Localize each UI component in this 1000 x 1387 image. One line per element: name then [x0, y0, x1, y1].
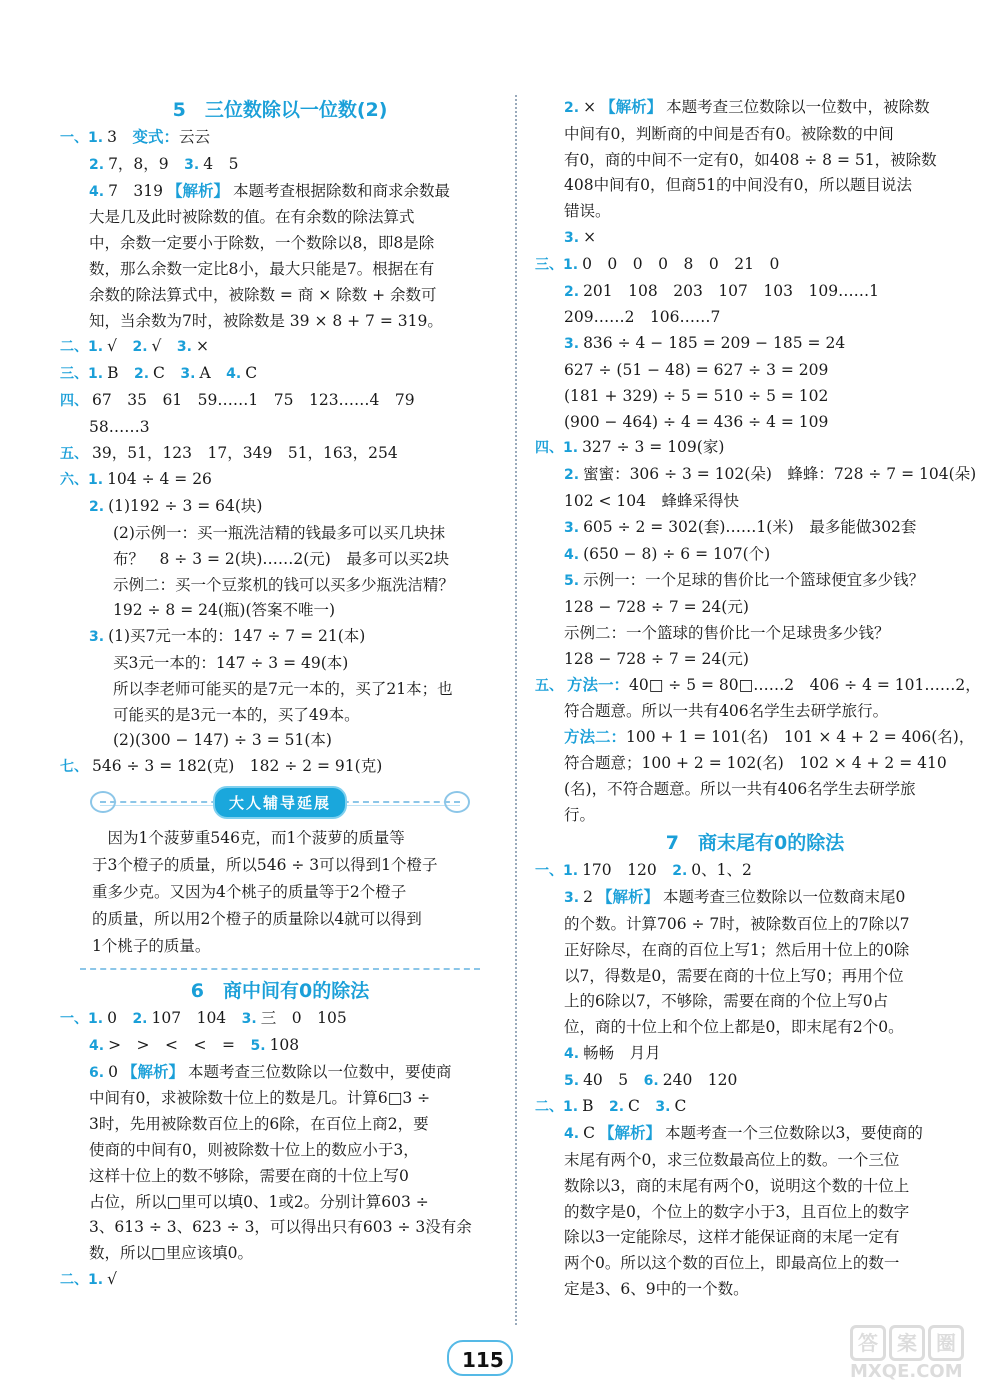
question-number: 2. [608, 1099, 625, 1116]
question-number: 6. [643, 1072, 659, 1089]
answer-text: × [583, 227, 597, 246]
answer-text: 末尾有两个0，求三位数最高位上的数。一个三位 [564, 1151, 900, 1170]
answer-text: 上的6除以7，不够除，需要在商的个位上写0占 [564, 992, 889, 1011]
question-number: 2. [89, 499, 105, 516]
answer-text: (900 − 464) ÷ 4 = 436 ÷ 4 = 109 [564, 412, 829, 431]
watermark-char: 圈 [928, 1325, 964, 1361]
question-number: 2. [132, 1010, 148, 1027]
answer-line [535, 252, 975, 279]
answer-text: 知，当余数为7时，被除数是 39 × 8 + 7 = 319。 [89, 311, 443, 330]
answer-text: 100 + 1 = 101(名) 101 × 4 + 2 = 406(名)， [626, 728, 975, 747]
answer-text: 除以3一定能除尽，这样才能保证商的末尾一定有 [564, 1228, 900, 1247]
answer-text: > > < < = [108, 1035, 251, 1054]
answer-text: 40□ ÷ 5 = 80□……2 406 ÷ 4 = 101……2， [629, 675, 981, 694]
answer-text: (1)192 ÷ 3 = 64(块) [108, 497, 263, 516]
answer-text: 示例一：一个足球的售价比一个篮球便宜多少钱？ [583, 571, 925, 590]
answer-text: 39，51，123 17，349 51，163，254 [92, 443, 398, 462]
answer-text: 畅畅 月月 [583, 1043, 661, 1062]
answer-line [60, 677, 500, 703]
question-number: 2. [132, 339, 148, 356]
answer-text: 位，商的十位上和个位上都是0，即末尾有2个0。 [564, 1018, 904, 1037]
banner-curl-icon [90, 791, 116, 813]
question-number: 5. [564, 1072, 580, 1089]
section-title: 5 三位数除以一位数(2) [172, 99, 388, 121]
answer-line [535, 305, 975, 331]
question-number: 3. [564, 519, 580, 536]
answer-text: 布？ 8 ÷ 3 = 2(块)……2(元) 最多可以买2块 [113, 549, 450, 568]
answer-line [535, 1041, 975, 1068]
answer-line [535, 699, 975, 725]
question-number: 5. [564, 573, 580, 590]
answer-line [60, 1086, 500, 1112]
answer-line [60, 728, 500, 754]
answer-line [60, 494, 500, 521]
answer-text: 本题考查三位数除以一位数中，要使商 [187, 1062, 452, 1081]
watermark-url: MXQE.COM [850, 1361, 963, 1382]
answer-text: 192 ÷ 8 = 24(瓶)(答案不唯一) [113, 601, 336, 620]
answer-line [60, 1138, 500, 1164]
answer-line [60, 179, 500, 206]
answer-text: (650 − 8) ÷ 6 = 107(个) [583, 544, 771, 563]
answer-text: 数，所以□里应该填0。 [89, 1244, 254, 1263]
question-number: 4. [564, 1045, 580, 1062]
answer-text: 中间有0，判断商的中间是否有0。被除数的中间 [564, 124, 894, 143]
answer-line [60, 651, 500, 677]
answer-text: 两个0。所以这个数的百位上，即最高位上的数一 [564, 1254, 900, 1273]
answer-line [60, 703, 500, 729]
paragraph-line: 重多少克。又因为4个桃子的质量等于2个橙子 [92, 882, 407, 901]
answer-text: 2 [583, 888, 593, 907]
answer-line [535, 1121, 975, 1148]
answer-text: 240 120 [662, 1070, 738, 1089]
question-number: 五、 [535, 677, 563, 694]
question-number: 4. [226, 366, 242, 383]
analysis-label: 【解析】 [600, 98, 663, 116]
answer-text: 符合题意。所以一共有406名学生去研学旅行。 [564, 702, 889, 721]
question-number: 三、1. [60, 366, 104, 383]
answer-text: 605 ÷ 2 = 302(套)……1(米) 最多能做302套 [583, 517, 917, 536]
answer-text: 107 104 [151, 1008, 242, 1027]
answer-line [535, 199, 975, 225]
answer-line [535, 595, 975, 621]
page-number: 115 [462, 1348, 504, 1372]
answer-text: 所以李老师可能买的是7元一本的，买了21本；也 [113, 679, 453, 698]
analysis-label: 【解析】 [596, 888, 659, 907]
left-column [60, 95, 500, 1294]
answer-line [60, 231, 500, 257]
answer-text: 546 ÷ 3 = 182(克) 182 ÷ 2 = 91(克) [92, 757, 383, 776]
answer-text: 买3元一本的：147 ÷ 3 = 49(本) [113, 653, 349, 672]
question-number: 3. [89, 629, 105, 646]
question-number: 二、1. [60, 1271, 104, 1288]
answer-text: 有0，商的中间不一定有0，如408 ÷ 8 = 51，被除数 [564, 150, 937, 169]
answer-line [60, 467, 500, 494]
answer-line [535, 1015, 975, 1041]
answer-text: 符合题意；100 + 2 = 102(名) 102 × 4 + 2 = 410 [564, 753, 947, 772]
answer-line [60, 521, 500, 547]
answer-text: (1)买7元一本的：147 ÷ 7 = 21(本) [108, 627, 366, 646]
answer-line [535, 858, 975, 885]
answer-line [535, 542, 975, 569]
answer-text: 7，8，9 [108, 154, 185, 173]
analysis-label: 【解析】 [121, 1062, 184, 1081]
answer-line [60, 573, 500, 599]
answer-text: 108 [269, 1035, 300, 1054]
answer-line [535, 435, 975, 462]
answer-text: C [628, 1097, 656, 1116]
answer-text: 本题考查三位数除以一位数商末尾0 [662, 888, 906, 907]
answer-text: 以7，得数是0，需要在商的十位上写0；再用个位 [564, 966, 904, 985]
answer-line [535, 1068, 975, 1095]
answer-text: 3 [107, 128, 133, 146]
question-number: 一、1. [60, 130, 104, 146]
question-number: 4. [89, 183, 105, 200]
column-divider [515, 95, 517, 1325]
variant-label: 变式： [132, 128, 179, 146]
watermark-char: 案 [889, 1325, 925, 1361]
answer-line [60, 598, 500, 624]
answer-line [535, 358, 975, 384]
section-divider [80, 968, 480, 970]
answer-text: 7 319 [108, 181, 164, 200]
question-number: 2. [564, 467, 580, 484]
answer-text: 行。 [564, 805, 596, 824]
answer-line [535, 122, 975, 148]
answer-line [60, 415, 500, 441]
answer-line [60, 361, 500, 388]
answer-text: (名)，不符合题意。所以一共有406名学生去研学旅 [564, 779, 916, 798]
answer-line [60, 257, 500, 283]
extension-banner [60, 785, 500, 819]
answer-text: 三 0 105 [260, 1008, 347, 1027]
paragraph-line: 于3个橙子的质量，所以546 ÷ 3可以得到1个橙子 [92, 855, 438, 874]
answer-line [60, 334, 500, 361]
paragraph-line: 因为1个菠萝重546克，而1个菠萝的质量等 [92, 828, 405, 847]
answer-text: 本题考查一个三位数除以3，要使商的 [664, 1124, 923, 1143]
answer-text: 408中间有0，但商51的中间没有0，所以题目说法 [564, 176, 913, 195]
answer-line [535, 725, 975, 751]
answer-text: 云云 [178, 128, 210, 146]
answer-line [535, 384, 975, 410]
answer-line [535, 964, 975, 990]
extension-paragraph [60, 825, 500, 960]
answer-line [535, 331, 975, 358]
answer-line [60, 1190, 500, 1216]
method-label: 方法一： [567, 675, 630, 694]
answer-text: 128 − 728 ÷ 7 = 24(元) [564, 649, 749, 668]
answer-text: 104 ÷ 4 = 26 [107, 470, 212, 489]
answer-text: (2)(300 − 147) ÷ 3 = 51(本) [113, 731, 332, 750]
answer-line [535, 1251, 975, 1277]
question-number: 七、 [60, 759, 88, 776]
answer-text: 的数字是0，个位上的数字小于3，且百位上的数字 [564, 1202, 910, 1221]
question-number: 五、 [60, 445, 88, 462]
answer-text: 201 108 203 107 103 109……1 [583, 281, 879, 300]
banner-curl-icon [444, 791, 470, 813]
question-number: 6. [89, 1064, 105, 1081]
answer-line [535, 1094, 975, 1121]
section-title: 7 商末尾有0的除法 [665, 832, 845, 855]
question-number: 3. [564, 336, 580, 353]
answer-line [535, 912, 975, 938]
answer-text: 可能买的是3元一本的，买了49本。 [113, 705, 360, 724]
answer-line [535, 515, 975, 542]
answer-line [60, 1060, 500, 1087]
answer-line [60, 1267, 500, 1294]
answer-line [535, 1277, 975, 1303]
answer-line [535, 751, 975, 777]
answer-line [535, 885, 975, 912]
answer-line [60, 1006, 500, 1033]
right-column [535, 95, 981, 1303]
analysis-label: 【解析】 [598, 1124, 661, 1143]
analysis-label: 【解析】 [167, 181, 230, 200]
answer-text: (2)示例一：买一瓶洗洁精的钱最多可以买几块抹 [113, 523, 445, 542]
answer-line [535, 647, 975, 673]
answer-line [60, 754, 500, 781]
question-number: 3. [564, 890, 580, 907]
question-number: 二、1. [535, 1099, 579, 1116]
answer-line [60, 152, 500, 179]
answer-line [60, 1164, 500, 1190]
answer-text: B [107, 364, 134, 383]
question-number: 2. [564, 100, 580, 116]
answer-text: 蜜蜜：306 ÷ 3 = 102(朵) 蜂蜂：728 ÷ 7 = 104(朵) [583, 465, 977, 484]
question-number: 2. [672, 863, 688, 880]
answer-line [60, 388, 500, 415]
answer-text: 67 35 61 59……1 75 123……4 79 [92, 390, 415, 409]
answer-line [535, 1225, 975, 1251]
answer-text: √ [151, 337, 177, 356]
answer-text: 错误。 [564, 202, 611, 221]
answer-text: 占位，所以□里可以填0、1或2。分别计算603 ÷ [89, 1192, 429, 1211]
answer-line [535, 568, 975, 595]
answer-line [535, 1174, 975, 1200]
banner-label: 大人辅导延展 [213, 786, 347, 819]
answer-line [60, 283, 500, 309]
answer-line [535, 279, 975, 306]
answer-text: C [674, 1097, 687, 1116]
answer-text: C [153, 364, 181, 383]
watermark [850, 1325, 990, 1385]
answer-text: 40 5 [583, 1070, 644, 1089]
answer-text: B [582, 1097, 609, 1116]
answer-text: 示例二：一个篮球的售价比一个足球贵多少钱？ [564, 623, 890, 642]
answer-line [60, 624, 500, 651]
paragraph-line: 1个桃子的质量。 [92, 936, 211, 955]
answer-text: 4 5 [203, 154, 239, 173]
answer-text: 定是3、6、9中的一个数。 [564, 1280, 749, 1299]
answer-text: 327 ÷ 3 = 109(家) [582, 438, 725, 457]
answer-text: 102 < 104 蜂蜂采得快 [564, 491, 740, 510]
answer-text: (181 + 329) ÷ 5 = 510 ÷ 5 = 102 [564, 386, 829, 405]
answer-text: 0、1、2 [691, 861, 752, 880]
answer-text: 627 ÷ (51 − 48) = 627 ÷ 3 = 209 [564, 360, 829, 379]
answer-line [535, 410, 975, 436]
answer-line [535, 777, 975, 803]
watermark-char: 答 [850, 1325, 886, 1361]
answer-line [535, 1148, 975, 1174]
question-number: 二、1. [60, 339, 104, 356]
answer-text: 本题考查根据除数和商求余数最 [233, 181, 451, 200]
answer-text: 本题考查三位数除以一位数中，被除数 [666, 98, 930, 116]
answer-text: 836 ÷ 4 − 185 = 209 − 185 = 24 [583, 334, 846, 353]
answer-text: C [245, 364, 258, 383]
answer-text: 正好除尽，在商的百位上写1；然后用十位上的0除 [564, 940, 910, 959]
answer-text: 0 0 0 0 8 0 21 0 [582, 254, 780, 273]
question-number: 3. [180, 366, 196, 383]
answer-text: 的个数。计算706 ÷ 7时，被除数百位上的7除以7 [564, 914, 910, 933]
answer-line [60, 441, 500, 468]
question-number: 一、1. [535, 863, 579, 880]
answer-line [60, 205, 500, 231]
answer-text: 这样十位上的数不够除，需要在商的十位上写0 [89, 1166, 409, 1185]
question-number: 四、1. [535, 440, 579, 457]
question-number: 4. [89, 1037, 105, 1054]
answer-line [535, 938, 975, 964]
question-number: 4. [564, 546, 580, 563]
answer-text: × [195, 337, 209, 356]
answer-text: 0 [107, 1008, 133, 1027]
answer-line [60, 309, 500, 335]
answer-line [60, 1112, 500, 1138]
answer-line [60, 1241, 500, 1267]
answer-text: 0 [108, 1062, 118, 1081]
answer-text: 58……3 [89, 417, 150, 436]
method-label: 方法二： [564, 728, 627, 747]
answer-line [535, 803, 975, 829]
question-number: 5. [250, 1037, 266, 1054]
answer-text: 128 − 728 ÷ 7 = 24(元) [564, 598, 749, 617]
answer-line [535, 462, 975, 489]
answer-line [535, 173, 975, 199]
question-number: 4. [564, 1126, 580, 1143]
question-number: 3. [176, 339, 192, 356]
answer-line [60, 125, 500, 152]
question-number: 3. [564, 229, 580, 246]
question-number: 3. [655, 1099, 671, 1116]
answer-text: 209……2 106……7 [564, 308, 721, 327]
question-number: 一、1. [60, 1010, 104, 1027]
answer-line [535, 673, 981, 700]
question-number: 三、1. [535, 256, 579, 273]
answer-text: 170 120 [582, 861, 673, 880]
answer-line [535, 489, 975, 515]
answer-text: √ [107, 1269, 117, 1288]
answer-text: 3时，先用被除数百位上的6除，在百位上商2，要 [89, 1115, 429, 1134]
answer-text: × [583, 98, 597, 116]
answer-line [60, 1215, 500, 1241]
question-number: 六、1. [60, 472, 104, 489]
question-number: 2. [89, 156, 105, 173]
question-number: 四、 [60, 392, 88, 409]
answer-line [60, 1033, 500, 1060]
answer-line [535, 989, 975, 1015]
answer-line [535, 148, 975, 174]
answer-text: 中间有0，求被除数十位上的数是几。计算6□3 ÷ [89, 1089, 431, 1108]
answer-line [535, 225, 975, 252]
answer-line [535, 621, 975, 647]
answer-line [535, 1200, 975, 1226]
answer-text: 3、613 ÷ 3、623 ÷ 3，可以得出只有603 ÷ 3没有余 [89, 1218, 472, 1237]
answer-text: 数，那么余数一定比8小，最大只能是7。根据在有 [89, 259, 435, 278]
question-number: 2. [564, 283, 580, 300]
answer-line [60, 547, 500, 573]
answer-text: 中，余数一定要小于除数，一个数除以8，即8是除 [89, 234, 435, 253]
answer-text: 数除以3，商的末尾有两个0，说明这个数的十位上 [564, 1176, 910, 1195]
question-number: 2. [133, 366, 150, 383]
question-number: 3. [184, 156, 200, 173]
paragraph-line: 的质量，所以用2个橙子的质量除以4就可以得到 [92, 909, 422, 928]
answer-line [535, 95, 975, 122]
answer-text: 余数的除法算式中，被除数 = 商 × 除数 + 余数可 [89, 285, 437, 304]
answer-text: √ [107, 337, 133, 356]
answer-text: 使商的中间有0，则被除数十位上的数应小于3， [89, 1140, 419, 1159]
answer-text: 大是几及此时被除数的值。在有余数的除法算式 [89, 208, 415, 227]
answer-text: A [199, 364, 227, 383]
answer-text: 示例二：买一个豆浆机的钱可以买多少瓶洗洁精？ [113, 575, 455, 594]
section-title: 6 商中间有0的除法 [190, 979, 370, 1002]
answer-text: C [583, 1124, 595, 1143]
question-number: 3. [241, 1010, 257, 1027]
